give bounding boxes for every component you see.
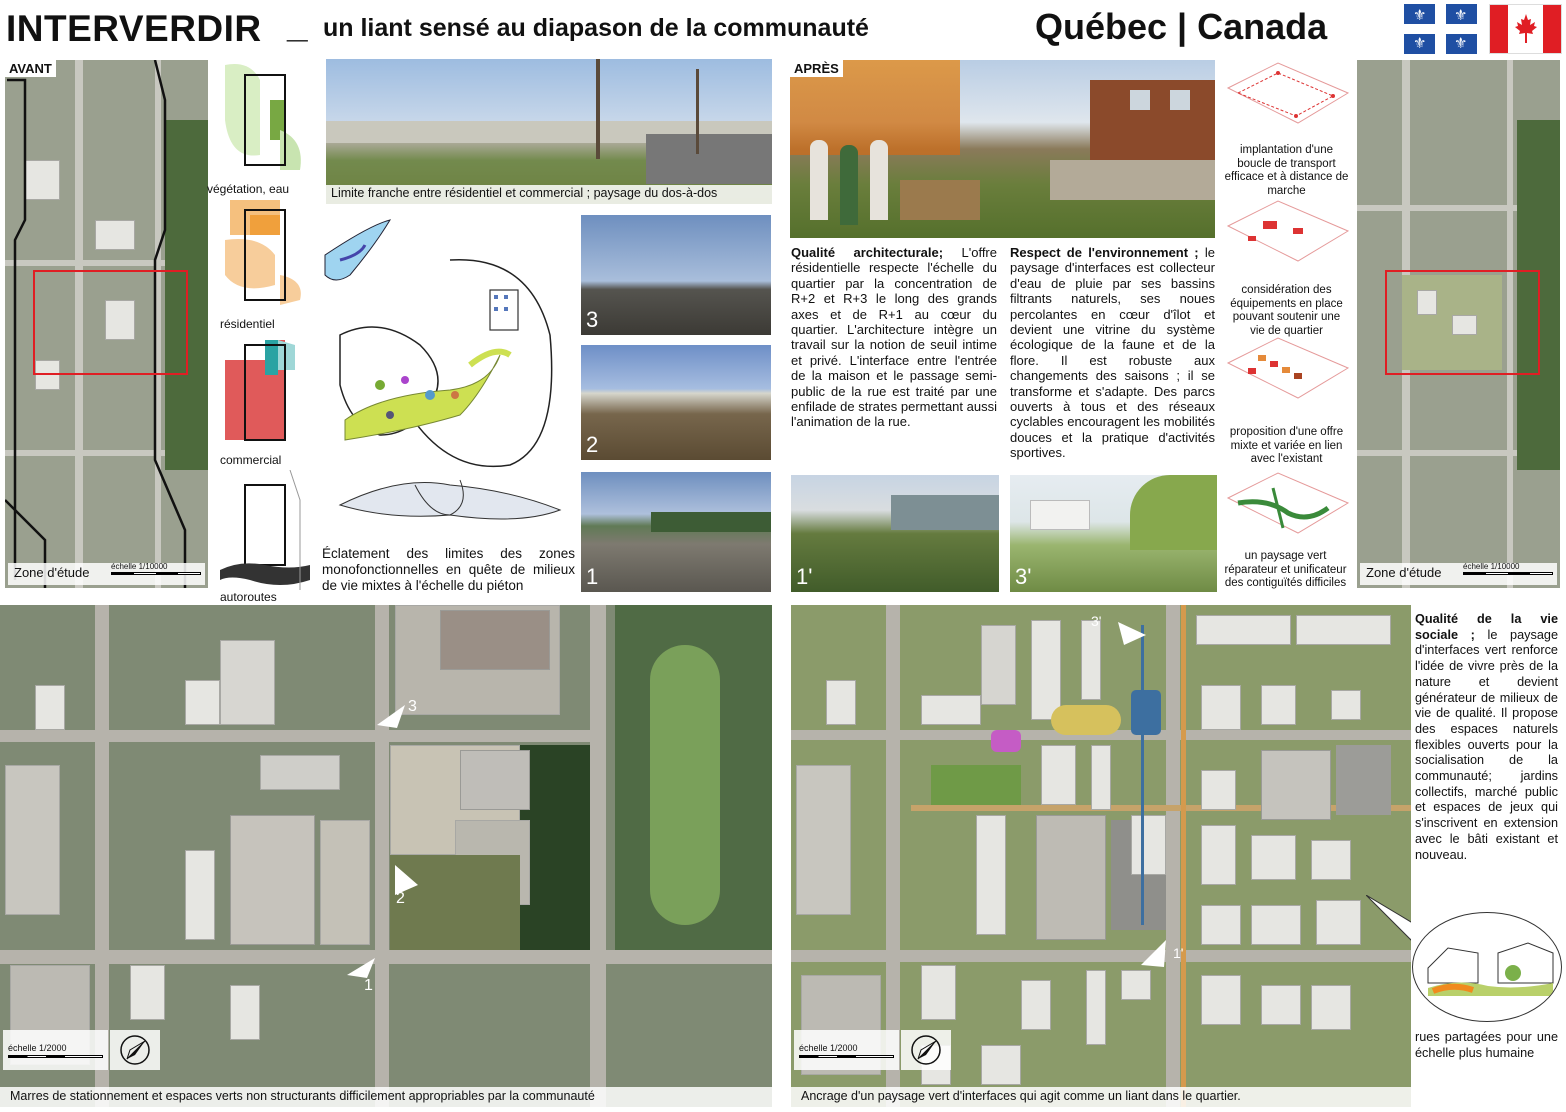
fleur-de-lis-icon: ⚜ — [1454, 34, 1468, 52]
diagram-caption-mixed-offer: proposition d'une offre mixte et variée en lien avec l'existant — [1229, 426, 1344, 465]
site-photo-2 — [581, 345, 771, 460]
study-zone-rectangle — [1385, 270, 1540, 375]
vegetation-diagram — [220, 60, 310, 180]
street-sketch — [1418, 928, 1558, 1008]
view-marker-1-prime — [1136, 935, 1176, 970]
map-scale-label: échelle 1/10000 — [111, 562, 168, 571]
environment-text: le paysage d'interfaces est collecteur d'eau de pluie par ses bassins filtrants naturels, ses noues percolantes en cœur d'îlot et devient une vitrine du système écologique de la faune et de la flore. Il est robuste aux changements des saisons ; il se transforme et s'adapte. Des parcs ouverts à tous et des réseaux cyclables encouragent les mobilités douces et la pratique d'activités sportives. — [1010, 245, 1215, 461]
maple-leaf-icon — [1514, 13, 1538, 45]
mixed-offer-diagram — [1218, 333, 1353, 418]
after-main-render — [790, 60, 1215, 238]
photo-number: 3' — [1015, 564, 1032, 589]
study-zone-label: Zone d'étude — [1366, 565, 1442, 580]
transport-loop-diagram — [1218, 58, 1353, 143]
fleur-de-lis-icon: ⚜ — [1454, 6, 1468, 24]
diagram-caption-transport: implantation d'une boucle de transport efficace et à distance de marche — [1224, 144, 1349, 197]
shared-streets-text: rues partagées pour une échelle plus humaine — [1415, 1030, 1558, 1060]
architecture-text: L'offre résidentielle respecte l'échelle du quartier par la concentration de R+2 et R+3 le long des grands axes et de R+1 au cœur du quartier. L'architecture intègre un travail sur la notion de seuil intime et privé. L'interface entre l'entrée de la maison et le passage semi-public de la rue est traité par une enfilade de strates permettant aussi l'animation de la rue. — [791, 245, 997, 430]
diagram-caption-green-landscape: un paysage vert réparateur et unificateur des contiguïtés difficiles — [1224, 550, 1347, 589]
social-life-paragraph — [1415, 612, 1558, 863]
north-arrow-icon — [118, 1033, 152, 1067]
map-scale-label: échelle 1/10000 — [1463, 562, 1520, 571]
study-zone-label: Zone d'étude — [14, 565, 90, 580]
after-label: APRÈS — [790, 60, 843, 77]
before-aerial-map — [0, 605, 772, 1107]
diagram-caption-facilities: considération des équipements en place pouvant soutenir une vie de quartier — [1230, 284, 1343, 337]
page-title: INTERVERDIR — [6, 8, 262, 49]
photo-number: 2 — [586, 432, 599, 457]
before-main-photo-caption: Limite franche entre résidentiel et commercial ; paysage du dos-à-dos — [326, 185, 772, 204]
location-title: Québec | Canada — [1035, 6, 1328, 47]
view-marker-1-label: 1 — [364, 977, 373, 994]
aerial-scale-label: échelle 1/2000 — [799, 1043, 858, 1053]
compass-box — [901, 1030, 951, 1070]
aerial-scale-bar — [8, 1055, 103, 1058]
view-marker-3-label: 3 — [408, 698, 417, 715]
map-scale-bar — [111, 572, 201, 575]
photo-number: 1 — [586, 564, 599, 589]
axonometric-diagrams — [1218, 58, 1353, 598]
after-map-caption-box — [1360, 563, 1557, 585]
street-sketch-bubble — [1412, 912, 1562, 1022]
residential-diagram — [220, 195, 310, 315]
before-main-photo — [326, 59, 772, 204]
view-marker-1 — [345, 950, 380, 980]
green-landscape-diagram — [1218, 468, 1353, 553]
page-subtitle: un liant sensé au diapason de la communauté — [323, 14, 869, 42]
environment-title: Respect de l'environnement ; — [1010, 245, 1199, 260]
view-marker-3-prime — [1116, 617, 1151, 647]
north-arrow-icon — [909, 1033, 943, 1067]
site-photo-1 — [581, 472, 771, 592]
social-life-text: le paysage d'interfaces vert renforce l'idée de vivre près de la nature et devient générateur de milieux de vie de qualité. Il propose des espaces naturels flexibles ouverts pour la socialisation de la communauté; jardins collectifs, marché public et espaces de jeux qui s'inscrivent en extension avec le bâti existant et nouveau. — [1415, 627, 1559, 862]
title-separator: _ — [287, 4, 308, 45]
after-render-1 — [791, 475, 999, 592]
aerial-scale-box — [3, 1030, 108, 1070]
diagram-label-highways: autoroutes — [220, 590, 277, 604]
view-marker-1-prime-label: 1' — [1173, 945, 1184, 961]
after-render-3 — [1010, 475, 1217, 592]
canada-flag — [1489, 4, 1562, 54]
photo-number: 1' — [796, 564, 813, 589]
aerial-scale-label: échelle 1/2000 — [8, 1043, 67, 1053]
architecture-paragraph — [791, 245, 997, 430]
before-map-caption-box — [8, 563, 205, 585]
environment-paragraph — [1010, 245, 1215, 461]
study-zone-rectangle — [33, 270, 188, 375]
photo-number: 3 — [586, 307, 599, 332]
diagram-label-commercial: commercial — [220, 453, 282, 467]
sketch-caption: Éclatement des limites des zones monofonctionnelles en quête de milieux de vie mixtes à l'échelle du piéton — [322, 546, 575, 593]
view-marker-2-label: 2 — [396, 890, 405, 907]
page-header — [0, 0, 1566, 58]
social-life-title: Qualité de la vie sociale ; — [1415, 612, 1558, 642]
map-scale-bar — [1463, 572, 1553, 575]
after-aerial-caption: Ancrage d'un paysage vert d'interfaces qui agit comme un liant dans le quartier. — [791, 1087, 1411, 1107]
view-marker-3-prime-label: 3' — [1091, 613, 1102, 629]
before-location-map — [5, 60, 208, 588]
quebec-flag — [1404, 4, 1477, 54]
after-aerial-plan — [791, 605, 1411, 1107]
fleur-de-lis-icon: ⚜ — [1413, 34, 1427, 52]
diagram-label-residential: résidentiel — [220, 317, 275, 331]
diagram-label-vegetation: végétation, eau — [207, 182, 290, 196]
highway-diagram — [220, 470, 310, 595]
concept-sketch — [320, 215, 575, 540]
architecture-title: Qualité architecturale; — [791, 245, 944, 260]
after-location-map — [1357, 60, 1560, 588]
compass-box — [110, 1030, 160, 1070]
before-aerial-caption: Marres de stationnement et espaces verts non structurants difficilement appropriables par la communauté — [0, 1087, 772, 1107]
fleur-de-lis-icon: ⚜ — [1413, 6, 1427, 24]
before-label: AVANT — [5, 60, 56, 77]
street-callout-pointer — [1366, 895, 1411, 945]
facilities-diagram — [1218, 196, 1353, 281]
zoning-diagrams — [207, 60, 315, 605]
site-photo-3 — [581, 215, 771, 335]
aerial-scale-bar — [799, 1055, 894, 1058]
aerial-scale-box — [794, 1030, 899, 1070]
commercial-diagram — [220, 330, 310, 455]
